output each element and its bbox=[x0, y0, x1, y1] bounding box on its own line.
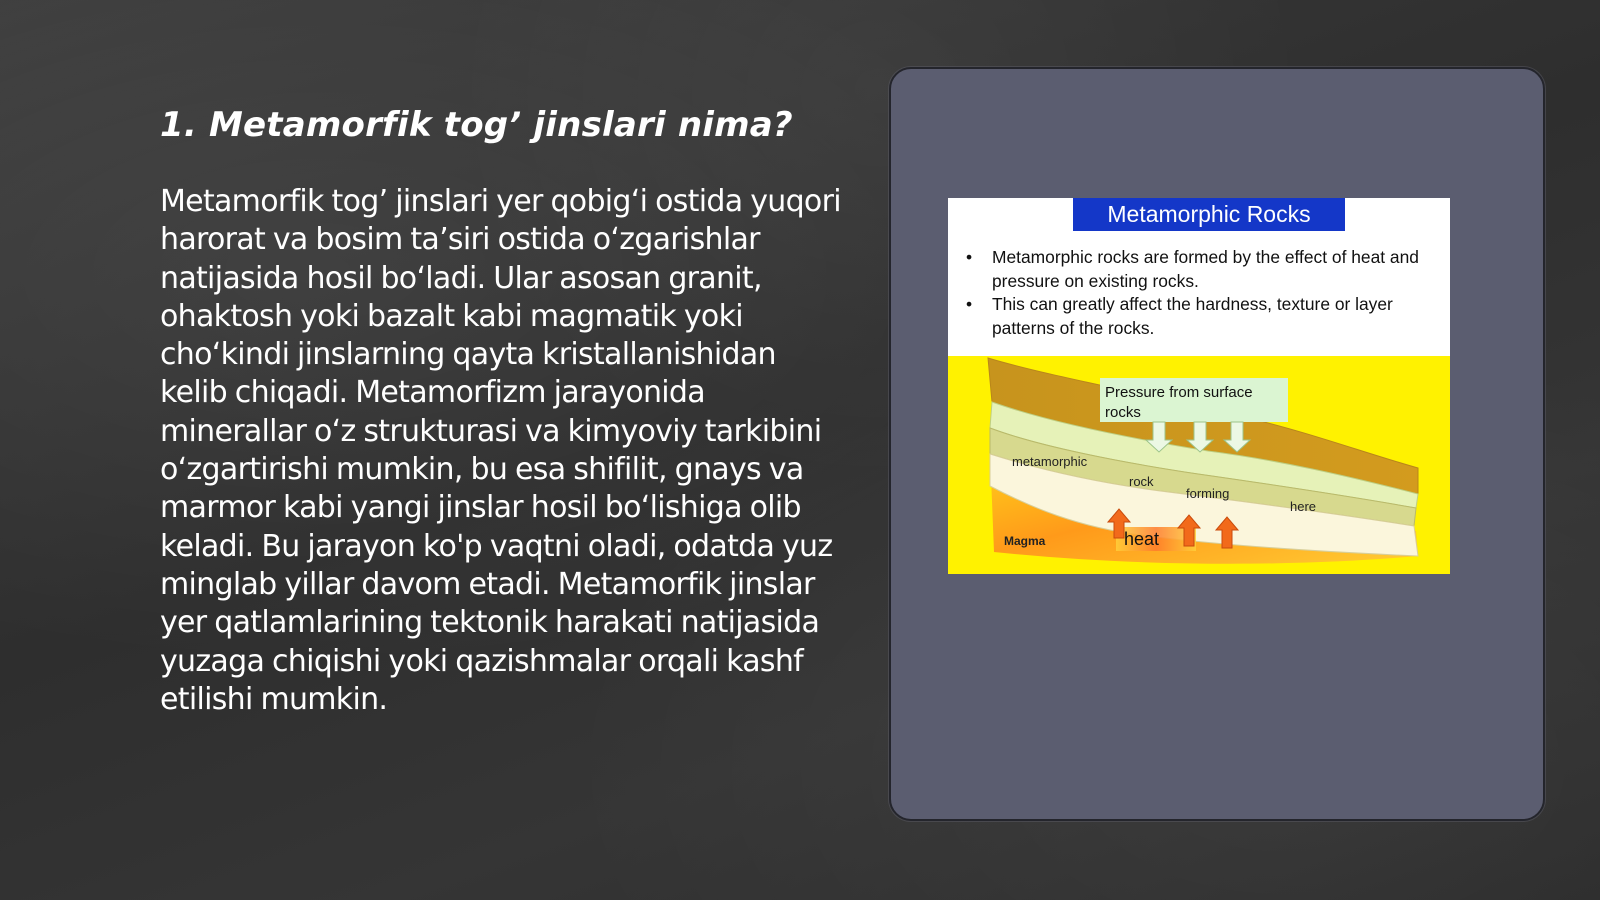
pressure-label-line1: Pressure from surface bbox=[1105, 384, 1253, 401]
pressure-label-line2: rocks bbox=[1105, 404, 1141, 421]
figure-title: Metamorphic Rocks bbox=[1073, 198, 1345, 231]
bullet-dot: • bbox=[965, 294, 973, 314]
slide-title: 1. Metamorfik tog’ jinslari nima? bbox=[160, 105, 793, 145]
heat-label: heat bbox=[1124, 529, 1160, 549]
layer-word: forming bbox=[1186, 486, 1230, 501]
layer-word: here bbox=[1290, 499, 1317, 514]
slide-body-text: Metamorfik tog’ jinslari yer qobig‘i ostida yuqori harorat va bosim ta’siri ostida o‘zgarishlar natijasida hosil bo‘ladi. Ular asosan granit, ohaktosh yoki bazalt kabi magmatik yoki cho‘kindi jinslarning qayta kristallanishidan kelib chiqadi. Metamorfizm jarayonida minerallar o‘z strukturasi va kimyoviy tarkibini o‘zgartirishi mumkin, bu esa shifilit, gnays va marmor kabi yangi jinslar hosil bo‘lishiga olib keladi. Bu jarayon ko'p vaqtni oladi, odatda yuz minglab yillar davom etadi. Metamorfik jinslar yer qatlamlarining tektonik harakati natijasida yuzaga chiqishi yoki qazishmalar orqali kashf etilishi mumkin. bbox=[160, 184, 841, 717]
figure-bullet-list bbox=[962, 246, 1432, 340]
rock-layers-diagram bbox=[948, 356, 1450, 574]
figure-bullet-item bbox=[962, 293, 1432, 340]
figure-bullet-item bbox=[962, 246, 1432, 293]
figure-bullet-text: This can greatly affect the hardness, texture or layer patterns of the rocks. bbox=[992, 294, 1393, 338]
metamorphic-rocks-figure bbox=[948, 198, 1450, 574]
bullet-dot: • bbox=[965, 247, 973, 267]
figure-bullet-text: Metamorphic rocks are formed by the effect of heat and pressure on existing rocks. bbox=[992, 247, 1419, 291]
layer-word: metamorphic bbox=[1012, 454, 1088, 469]
magma-label: Magma bbox=[1004, 534, 1046, 548]
layer-word: rock bbox=[1129, 474, 1154, 489]
